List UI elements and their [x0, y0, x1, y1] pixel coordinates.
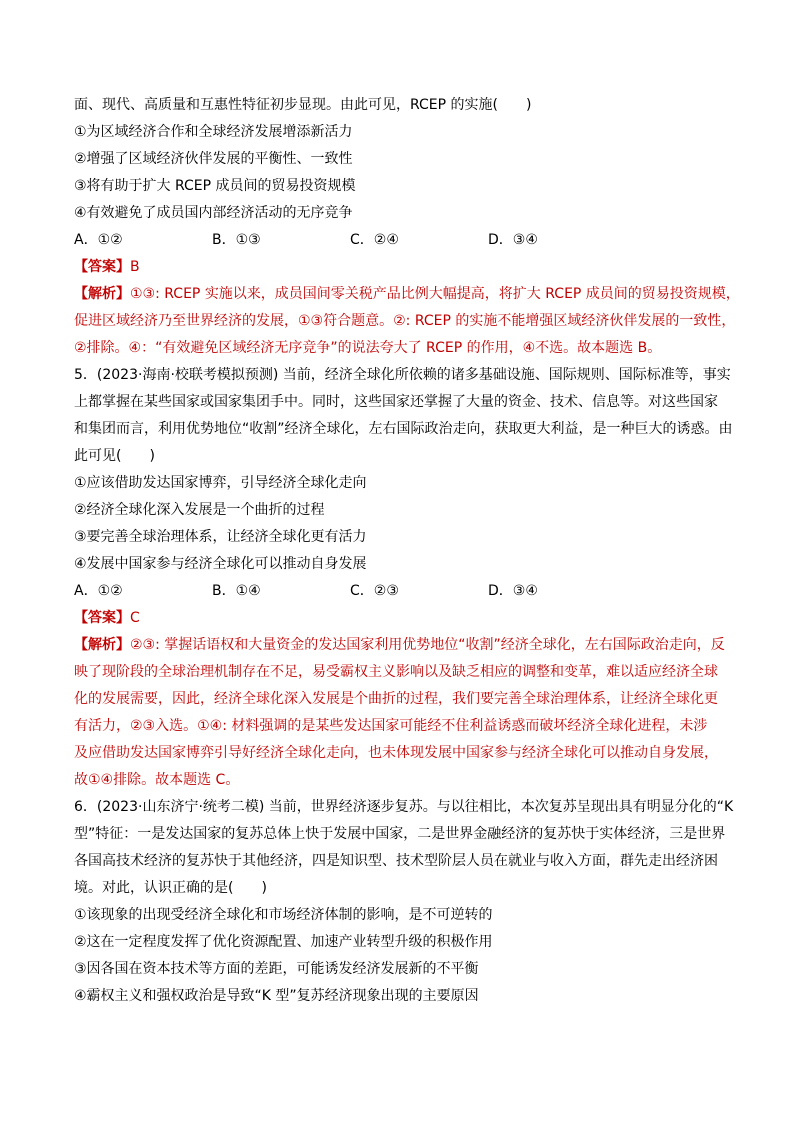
answer-tag: 【答案】 [74, 259, 130, 275]
q5-analysis-line-6: 故①④排除。故本题选 C。 [74, 772, 240, 788]
q6-statement-4: ④霸权主义和强权政治是导致“K 型”复苏经济现象出现的主要原因 [74, 988, 479, 1004]
q5-analysis-line-2: 映了现阶段的全球治理机制存在不足，易受霸权主义影响以及缺乏相应的调整和变革，难以适应经济全球 [74, 664, 718, 680]
q4-analysis-line-1: 【解析】①③: RCEP 实施以来，成员国间零关税产品比例大幅提高，将扩大 RCEP 成员间的贸易投资规模， [74, 286, 740, 302]
q4-options [74, 227, 724, 254]
q6-stem-line-1: 6．(2023·山东济宁·统考二模) 当前，世界经济逐步复苏。与以往相比，本次复苏呈现出具有明显分化的“K [74, 799, 734, 815]
q4-answer [74, 254, 724, 281]
q5-option-a: A．①② [74, 583, 123, 599]
q4-statement-1: ①为区域经济合作和全球经济发展增添新活力 [74, 124, 353, 140]
q5-statement-2: ②经济全球化深入发展是一个曲折的过程 [74, 502, 325, 518]
q5-statement-4: ④发展中国家参与经济全球化可以推动自身发展 [74, 556, 367, 572]
q5-stem-line-4: 此可见( ) [74, 448, 155, 464]
q4-statement-2: ②增强了区域经济伙伴发展的平衡性、一致性 [74, 151, 353, 167]
q4-option-b: B．①③ [212, 232, 261, 248]
q5-option-d: D．③④ [488, 583, 538, 599]
q5-options [74, 578, 724, 605]
answer-tag: 【答案】 [74, 610, 130, 626]
q6-stem-line-4: 境。对此，认识正确的是( ) [74, 880, 267, 896]
question-4-stem-tail: 面、现代、高质量和互惠性特征初步显现。由此可见，RCEP 的实施( ) [74, 97, 532, 113]
q4-statement-4: ④有效避免了成员国内部经济活动的无序竞争 [74, 205, 353, 221]
q6-statement-1: ①该现象的出现受经济全球化和市场经济体制的影响，是不可逆转的 [74, 907, 493, 923]
q5-statement-3: ③要完善全球治理体系，让经济全球化更有活力 [74, 529, 367, 545]
q5-stem-line-1: 5．(2023·海南·校联考模拟预测) 当前，经济全球化所依赖的诸多基础设施、国际规则、国际标准等，事实 [74, 367, 731, 383]
analysis-tag: 【解析】 [74, 286, 130, 302]
q6-statement-2: ②这在一定程度发挥了优化资源配置、加速产业转型升级的积极作用 [74, 934, 493, 950]
document-content [74, 92, 740, 1010]
q5-analysis-line-1: 【解析】②③: 掌握话语权和大量资金的发达国家利用优势地位“收割”经济全球化，左右国际政治走向，反 [74, 637, 725, 653]
q5-analysis-line-4: 有活力，②③入选。①④: 材料强调的是某些发达国家可能经不住利益诱惑而破坏经济全球化进程，未涉 [74, 718, 708, 734]
q4-option-a: A．①② [74, 232, 123, 248]
q5-stem-line-2: 上都掌握在某些国家或国家集团手中。同时，这些国家还掌握了大量的资金、技术、信息等。对这些国家 [74, 394, 718, 410]
q6-stem-line-2: 型”特征：一是发达国家的复苏总体上快于发展中国家，二是世界金融经济的复苏快于实体经济，三是世界 [74, 826, 726, 842]
q4-analysis-line-2: 促进区域经济乃至世界经济的发展，①③符合题意。②: RCEP 的实施不能增强区域经济伙伴发展的一致性， [74, 313, 736, 329]
q5-analysis-line-5: 及应借助发达国家博弈引导好经济全球化走向，也未体现发展中国家参与经济全球化可以推动自身发展， [74, 745, 718, 761]
q4-analysis-line-3: ②排除。④：“有效避免区域经济无序竞争”的说法夸大了 RCEP 的作用，④不选。故本题选 B。 [74, 340, 662, 356]
q5-option-c: C．②③ [350, 583, 399, 599]
q6-stem-line-3: 各国高技术经济的复苏快于其他经济，四是知识型、技术型阶层人员在就业与收入方面，群先走出经济困 [74, 853, 718, 869]
q5-statement-1: ①应该借助发达国家博弈，引导经济全球化走向 [74, 475, 367, 491]
q4-option-c: C．②④ [350, 232, 399, 248]
q5-stem-line-3: 和集团而言，利用优势地位“收割”经济全球化，左右国际政治走向，获取更大利益，是一种巨大的诱惑。由 [74, 421, 733, 437]
q4-statement-3: ③将有助于扩大 RCEP 成员间的贸易投资规模 [74, 178, 356, 194]
q5-analysis-line-3: 化的发展需要，因此，经济全球化深入发展是个曲折的过程，我们要完善全球治理体系，让经济全球化更 [74, 691, 718, 707]
q5-answer-value: C [130, 610, 140, 626]
q5-option-b: B．①④ [212, 583, 261, 599]
q6-statement-3: ③因各国在资本技术等方面的差距，可能诱发经济发展新的不平衡 [74, 961, 479, 977]
q4-answer-value: B [130, 259, 140, 275]
q4-option-d: D．③④ [488, 232, 538, 248]
analysis-tag: 【解析】 [74, 637, 130, 653]
q5-answer [74, 605, 724, 632]
